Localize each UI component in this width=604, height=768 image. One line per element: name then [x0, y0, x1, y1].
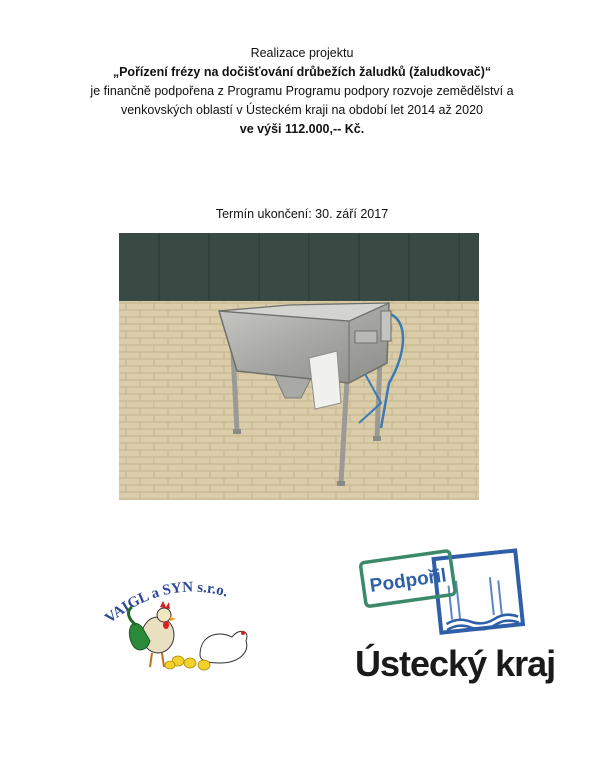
podporil-stamp: [345, 535, 535, 645]
completion-text: Termín ukončení: 30. září 2017: [215, 207, 389, 221]
vaigl-logo-graphic: [100, 575, 280, 675]
rooster-icon: [129, 601, 176, 667]
machine-photo-illustration: [119, 233, 479, 500]
stamp-text: Podpořil: [368, 565, 448, 597]
hen-icon: [200, 631, 247, 663]
header-line-3: je finančně podpořena z Programu Programu podpory rozvoje zemědělství a: [90, 84, 514, 98]
ustecky-kraj-text: Ústecký kraj: [355, 643, 556, 684]
completion-date: [0, 205, 604, 224]
project-header: [0, 44, 604, 139]
vaigl-logo: [100, 575, 280, 675]
vaigl-logo-text: VAIGL a SYN s.r.o.: [102, 579, 230, 627]
ustecky-kraj-logo: [345, 535, 556, 695]
header-line-4: venkovských oblastí v Ústeckém kraji na období let 2014 až 2020: [120, 103, 483, 117]
project-title: „Pořízení frézy na dočišťování drůbežích žaludků (žaludkovač)“: [112, 65, 492, 79]
header-line-1: Realizace projektu: [250, 46, 354, 60]
machine-photo: [119, 233, 479, 500]
funding-amount: ve výši 112.000,-- Kč.: [239, 122, 365, 136]
